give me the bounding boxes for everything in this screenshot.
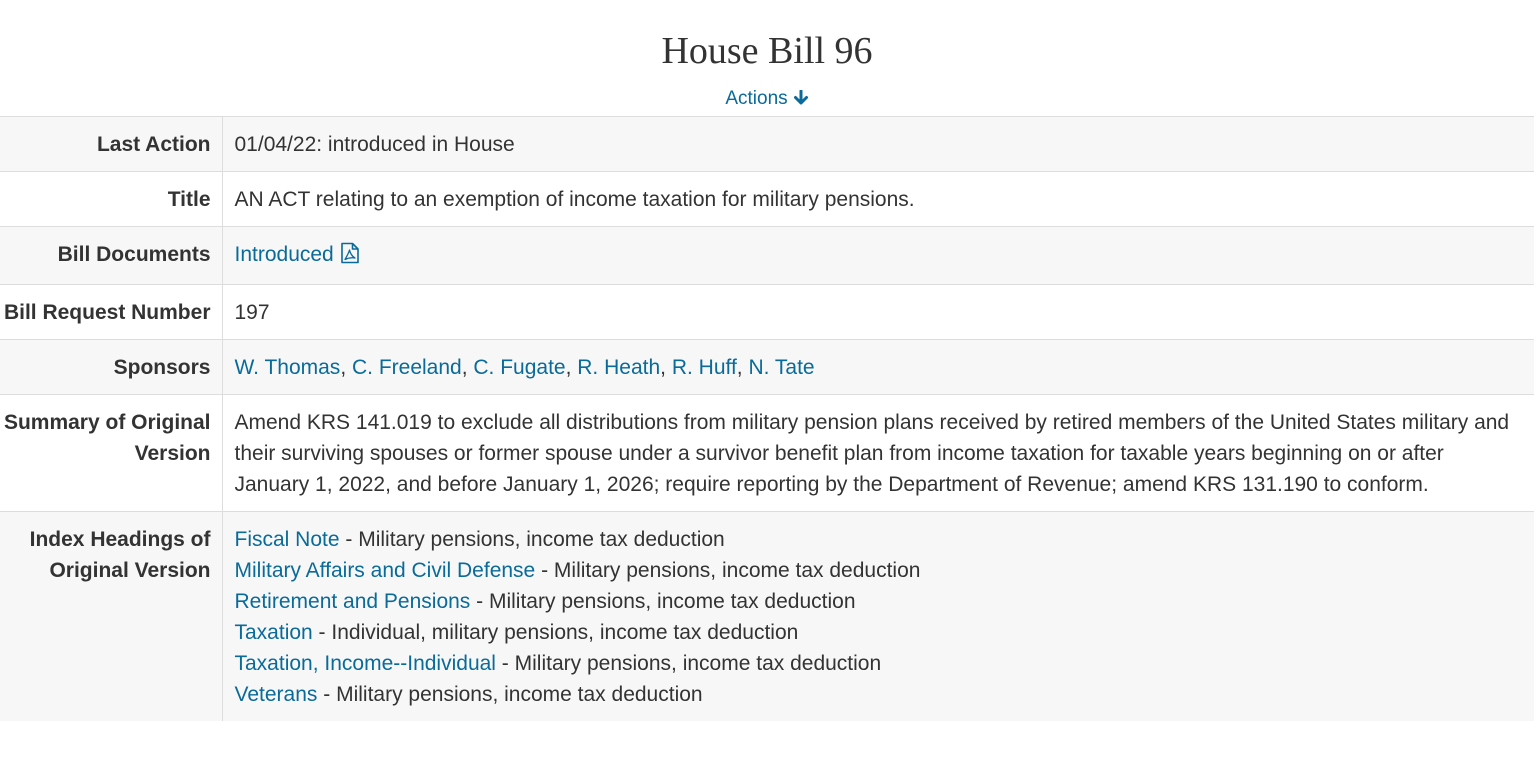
bill-details-table bbox=[0, 116, 1534, 721]
bill-documents-row bbox=[0, 227, 1534, 285]
index-heading-item bbox=[235, 617, 1523, 648]
last-action-row bbox=[0, 117, 1534, 172]
sponsors-row bbox=[0, 340, 1534, 395]
introduced-document-link[interactable] bbox=[235, 243, 360, 266]
index-headings-label: Index Headings of Original Version bbox=[0, 512, 222, 722]
index-heading-separator: - bbox=[535, 559, 554, 582]
index-heading-link[interactable]: Military Affairs and Civil Defense bbox=[234, 559, 536, 582]
sponsor-link[interactable]: R. Huff bbox=[671, 356, 737, 379]
sponsors-list bbox=[222, 340, 1534, 395]
index-heading-item bbox=[235, 586, 1523, 617]
sponsor-separator: , bbox=[340, 356, 352, 379]
sponsors-label: Sponsors bbox=[0, 340, 222, 395]
title-label: Title bbox=[0, 172, 222, 227]
index-heading-separator: - bbox=[339, 528, 359, 551]
index-heading-description: Individual, military pensions, income tax deduction bbox=[331, 621, 799, 644]
actions-bar bbox=[0, 88, 1534, 116]
index-heading-link[interactable]: Taxation, Income--Individual bbox=[234, 652, 496, 675]
sponsor-link[interactable]: W. Thomas bbox=[234, 356, 341, 379]
title-value: AN ACT relating to an exemption of income taxation for military pensions. bbox=[234, 188, 915, 211]
sponsor-link[interactable]: C. Fugate bbox=[473, 356, 566, 379]
index-heading-link[interactable]: Veterans bbox=[234, 683, 318, 706]
summary-value: Amend KRS 141.019 to exclude all distributions from military pension plans received by retired members of the United States military and their surviving spouses or former spouse under a survivor benefit plan from income taxation for taxable years beginning on or after January 1, 2022, and before January 1, 2026; require reporting by the Department of Revenue; amend KRS 131.190 to conform. bbox=[234, 411, 1510, 496]
bill-documents-value bbox=[222, 227, 1534, 285]
bill-request-number-value: 197 bbox=[234, 301, 270, 324]
actions-label: Actions bbox=[725, 88, 788, 109]
bill-request-number-label: Bill Request Number bbox=[0, 285, 222, 340]
index-heading-description: Military pensions, income tax deduction bbox=[514, 652, 882, 675]
bill-documents-label: Bill Documents bbox=[0, 227, 222, 285]
index-heading-item bbox=[235, 524, 1523, 555]
index-heading-separator: - bbox=[470, 590, 489, 613]
sponsor-link[interactable]: N. Tate bbox=[748, 356, 815, 379]
index-heading-description: Military pensions, income tax deduction bbox=[358, 528, 725, 551]
index-heading-link[interactable]: Taxation bbox=[234, 621, 313, 644]
index-heading-item bbox=[235, 555, 1523, 586]
last-action-value: 01/04/22: introduced in House bbox=[234, 133, 515, 156]
last-action-label: Last Action bbox=[0, 117, 222, 172]
pdf-file-icon bbox=[340, 242, 360, 273]
index-heading-separator: - bbox=[312, 621, 332, 644]
sponsor-separator: , bbox=[736, 356, 749, 379]
sponsor-separator: , bbox=[660, 356, 672, 379]
index-heading-item bbox=[235, 679, 1523, 710]
index-heading-link[interactable]: Retirement and Pensions bbox=[234, 590, 471, 613]
arrow-down-icon bbox=[793, 90, 809, 112]
index-heading-link[interactable]: Fiscal Note bbox=[234, 528, 340, 551]
index-headings-row bbox=[0, 512, 1534, 722]
page-title: House Bill 96 bbox=[661, 30, 873, 72]
summary-label: Summary of Original Version bbox=[0, 395, 222, 512]
index-heading-separator: - bbox=[317, 683, 337, 706]
index-heading-description: Military pensions, income tax deduction bbox=[336, 683, 703, 706]
actions-link[interactable] bbox=[725, 88, 808, 109]
index-heading-separator: - bbox=[495, 652, 515, 675]
bill-request-number-row bbox=[0, 285, 1534, 340]
summary-row bbox=[0, 395, 1534, 512]
title-row bbox=[0, 172, 1534, 227]
sponsor-separator: , bbox=[565, 356, 578, 379]
index-heading-description: Military pensions, income tax deduction bbox=[553, 559, 921, 582]
sponsor-link[interactable]: C. Freeland bbox=[351, 356, 462, 379]
sponsor-link[interactable]: R. Heath bbox=[577, 356, 661, 379]
introduced-document-label: Introduced bbox=[234, 243, 334, 266]
sponsor-separator: , bbox=[461, 356, 474, 379]
index-headings-list bbox=[222, 512, 1534, 722]
index-heading-item bbox=[235, 648, 1523, 679]
index-heading-description: Military pensions, income tax deduction bbox=[488, 590, 856, 613]
